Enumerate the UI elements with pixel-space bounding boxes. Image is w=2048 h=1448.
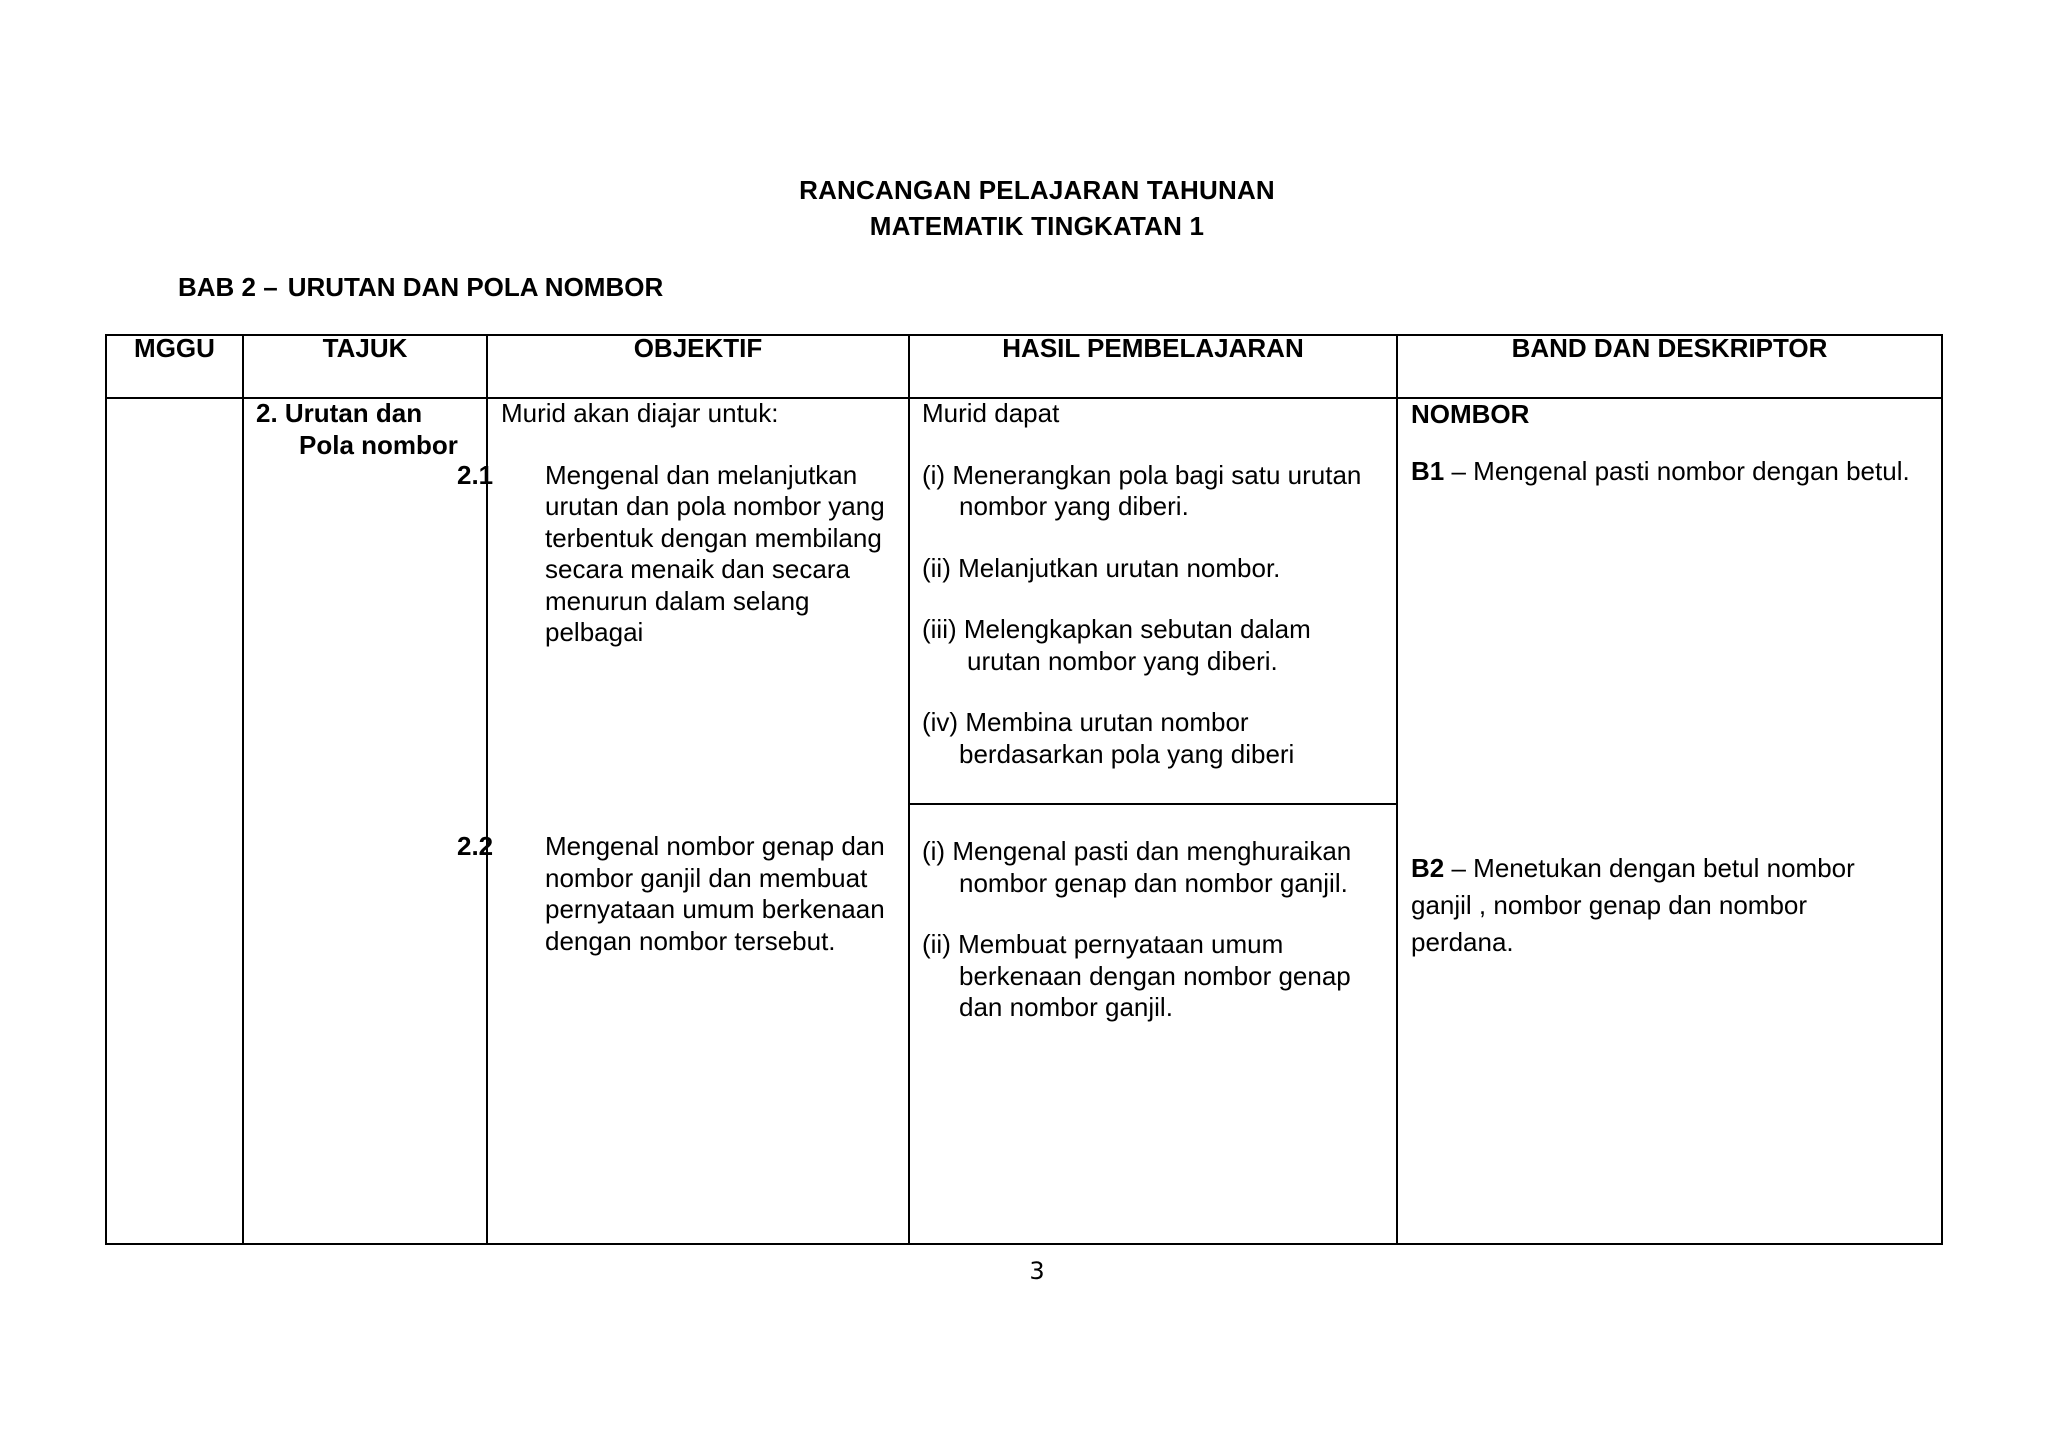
- document-subtitle: MATEMATIK TINGKATAN 1: [869, 211, 1205, 241]
- band-b1: [1411, 453, 1911, 490]
- objektif-cell: [457, 398, 896, 649]
- header-hasil-pembelajaran: HASIL PEMBELAJARAN: [1002, 333, 1304, 363]
- hasil-item: (i) Menerangkan pola bagi satu urutan nombor yang diberi.: [922, 459, 1362, 521]
- band-b1-text: – Mengenal pasti nombor dengan betul.: [1451, 456, 1910, 486]
- header-mggu: MGGU: [134, 333, 215, 363]
- hasil-item: (ii) Membuat pernyataan umum berkenaan dengan nombor genap dan nombor ganjil.: [922, 929, 1351, 1022]
- tajuk-line-1: 2. Urutan dan: [256, 398, 423, 428]
- hasil-item: (iii) Melengkapkan sebutan dalam urutan nombor yang diberi.: [922, 614, 1311, 676]
- hasil-cell: [922, 398, 1384, 770]
- hasil-item: (i) Mengenal pasti dan menghuraikan nombor genap dan nombor ganjil.: [922, 836, 1352, 898]
- hasil-cell-2: [922, 836, 1384, 1024]
- objektif-number: 2.2: [457, 831, 494, 861]
- band-b2: [1411, 850, 1911, 961]
- table-border-left: [105, 334, 107, 1245]
- band-cell: [1411, 396, 1911, 490]
- objektif-cell-2: [457, 831, 896, 957]
- objektif-intro: Murid akan diajar untuk:: [501, 398, 779, 428]
- hasil-section-divider: [908, 803, 1398, 805]
- tajuk-line-2: Pola nombor: [299, 429, 458, 460]
- objektif-text: Mengenal nombor genap dan nombor ganjil dan membuat pernyataan umum berkenaan dengan nombor tersebut.: [545, 831, 885, 956]
- band-b2-text: – Menetukan dengan betul nombor ganjil , nombor genap dan nombor perdana.: [1411, 853, 1855, 957]
- column-divider: [1396, 334, 1398, 1245]
- page-number: 3: [1029, 1257, 1045, 1285]
- band-b2-label: B2: [1411, 853, 1445, 883]
- chapter-heading: [178, 272, 663, 303]
- hasil-item: (ii) Melanjutkan urutan nombor.: [922, 552, 1281, 583]
- column-divider: [908, 334, 910, 1245]
- band-b1-label: B1: [1411, 456, 1445, 486]
- chapter-title: URUTAN DAN POLA NOMBOR: [287, 272, 664, 302]
- header-objektif: OBJEKTIF: [633, 333, 763, 363]
- objektif-item: [457, 831, 896, 957]
- objektif-number: 2.1: [457, 459, 494, 490]
- objektif-item: [457, 459, 896, 649]
- document-title: RANCANGAN PELAJARAN TAHUNAN: [799, 175, 1275, 205]
- hasil-item: (iv) Membina urutan nombor berdasarkan pola yang diberi: [922, 707, 1295, 769]
- objektif-text: Mengenal dan melanjutkan urutan dan pola nombor yang terbentuk dengan membilang secara menaik dan secara menurun dalam selang pelbagai: [545, 459, 885, 647]
- table-border-right: [1941, 334, 1943, 1245]
- tajuk-cell: [256, 398, 484, 461]
- chapter-label: BAB 2 –: [178, 272, 278, 302]
- header-tajuk: TAJUK: [322, 333, 408, 363]
- band-heading: NOMBOR: [1411, 399, 1530, 429]
- band-cell-2: [1411, 850, 1911, 961]
- header-band-dan-deskriptor: BAND DAN DESKRIPTOR: [1511, 333, 1828, 363]
- table-border-bottom: [105, 1243, 1943, 1245]
- column-divider: [242, 334, 244, 1245]
- hasil-intro: Murid dapat: [922, 398, 1060, 428]
